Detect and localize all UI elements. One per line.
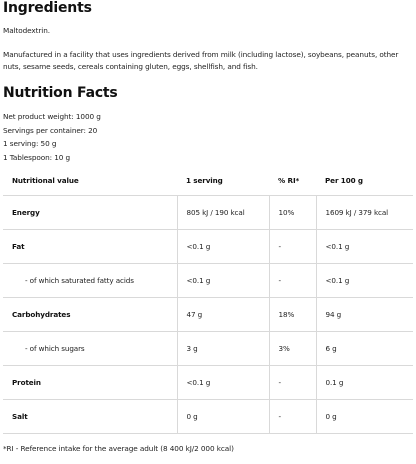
table-row (3, 196, 413, 230)
table-row (3, 332, 413, 366)
table-row (3, 230, 413, 264)
nutrient-name: Salt (3, 400, 177, 434)
servings-per-container: Servings per container: 20 (3, 125, 98, 135)
table-row (3, 298, 413, 332)
net-weight: Net product weight: 1000 g (3, 112, 101, 121)
column-header: 1 serving (177, 166, 269, 196)
nutrient-name: - of which sugars (3, 332, 177, 366)
table-row (3, 366, 413, 400)
table-row (3, 264, 413, 298)
per100-value: <0.1 g (316, 264, 413, 298)
per100-value: 1609 kJ / 379 kcal (316, 196, 413, 230)
allergen-note: Manufactured in a facility that uses ingredients derived from milk (including lactose), soybeans, peanuts, other nuts, sesame seeds, cereals containing gluten, eggs, shellfish, and fish. (3, 50, 399, 71)
serving-value: 3 g (177, 332, 269, 366)
nutrient-name: - of which saturated fatty acids (3, 264, 177, 298)
nutrition-heading: Nutrition Facts (3, 85, 118, 101)
nutrition-facts-list (3, 111, 101, 165)
ri-value: 3% (269, 332, 316, 366)
nutrient-name: Fat (3, 230, 177, 264)
serving-value: 805 kJ / 190 kcal (177, 196, 269, 230)
nutrition-table (3, 166, 413, 434)
ri-value: 10% (269, 196, 316, 230)
per100-value: 0 g (316, 400, 413, 434)
column-header: Nutritional value (3, 166, 177, 196)
ri-footnote: *RI - Reference intake for the average adult (8 400 kJ/2 000 kcal) (3, 444, 234, 453)
serving-size: 1 serving: 50 g (3, 139, 57, 148)
table-row (3, 400, 413, 434)
ri-value: - (269, 230, 316, 264)
ingredients-heading: Ingredients (3, 0, 92, 16)
table-header-row (3, 166, 413, 196)
ri-value: - (269, 264, 316, 298)
nutrient-name: Carbohydrates (3, 298, 177, 332)
per100-value: 0.1 g (316, 366, 413, 400)
nutrient-name: Protein (3, 366, 177, 400)
serving-value: 47 g (177, 298, 269, 332)
tablespoon-size: 1 Tablespoon: 10 g (3, 152, 71, 162)
per100-value: 94 g (316, 298, 413, 332)
nutrient-name: Energy (3, 196, 177, 230)
ri-value: - (269, 400, 316, 434)
ri-value: 18% (269, 298, 316, 332)
serving-value: <0.1 g (177, 264, 269, 298)
per100-value: 6 g (316, 332, 413, 366)
serving-value: <0.1 g (177, 366, 269, 400)
serving-value: 0 g (177, 400, 269, 434)
column-header: % RI* (269, 166, 316, 196)
serving-value: <0.1 g (177, 230, 269, 264)
per100-value: <0.1 g (316, 230, 413, 264)
ri-value: - (269, 366, 316, 400)
ingredients-text: Maltodextrin. (3, 26, 50, 35)
column-header: Per 100 g (316, 166, 413, 196)
